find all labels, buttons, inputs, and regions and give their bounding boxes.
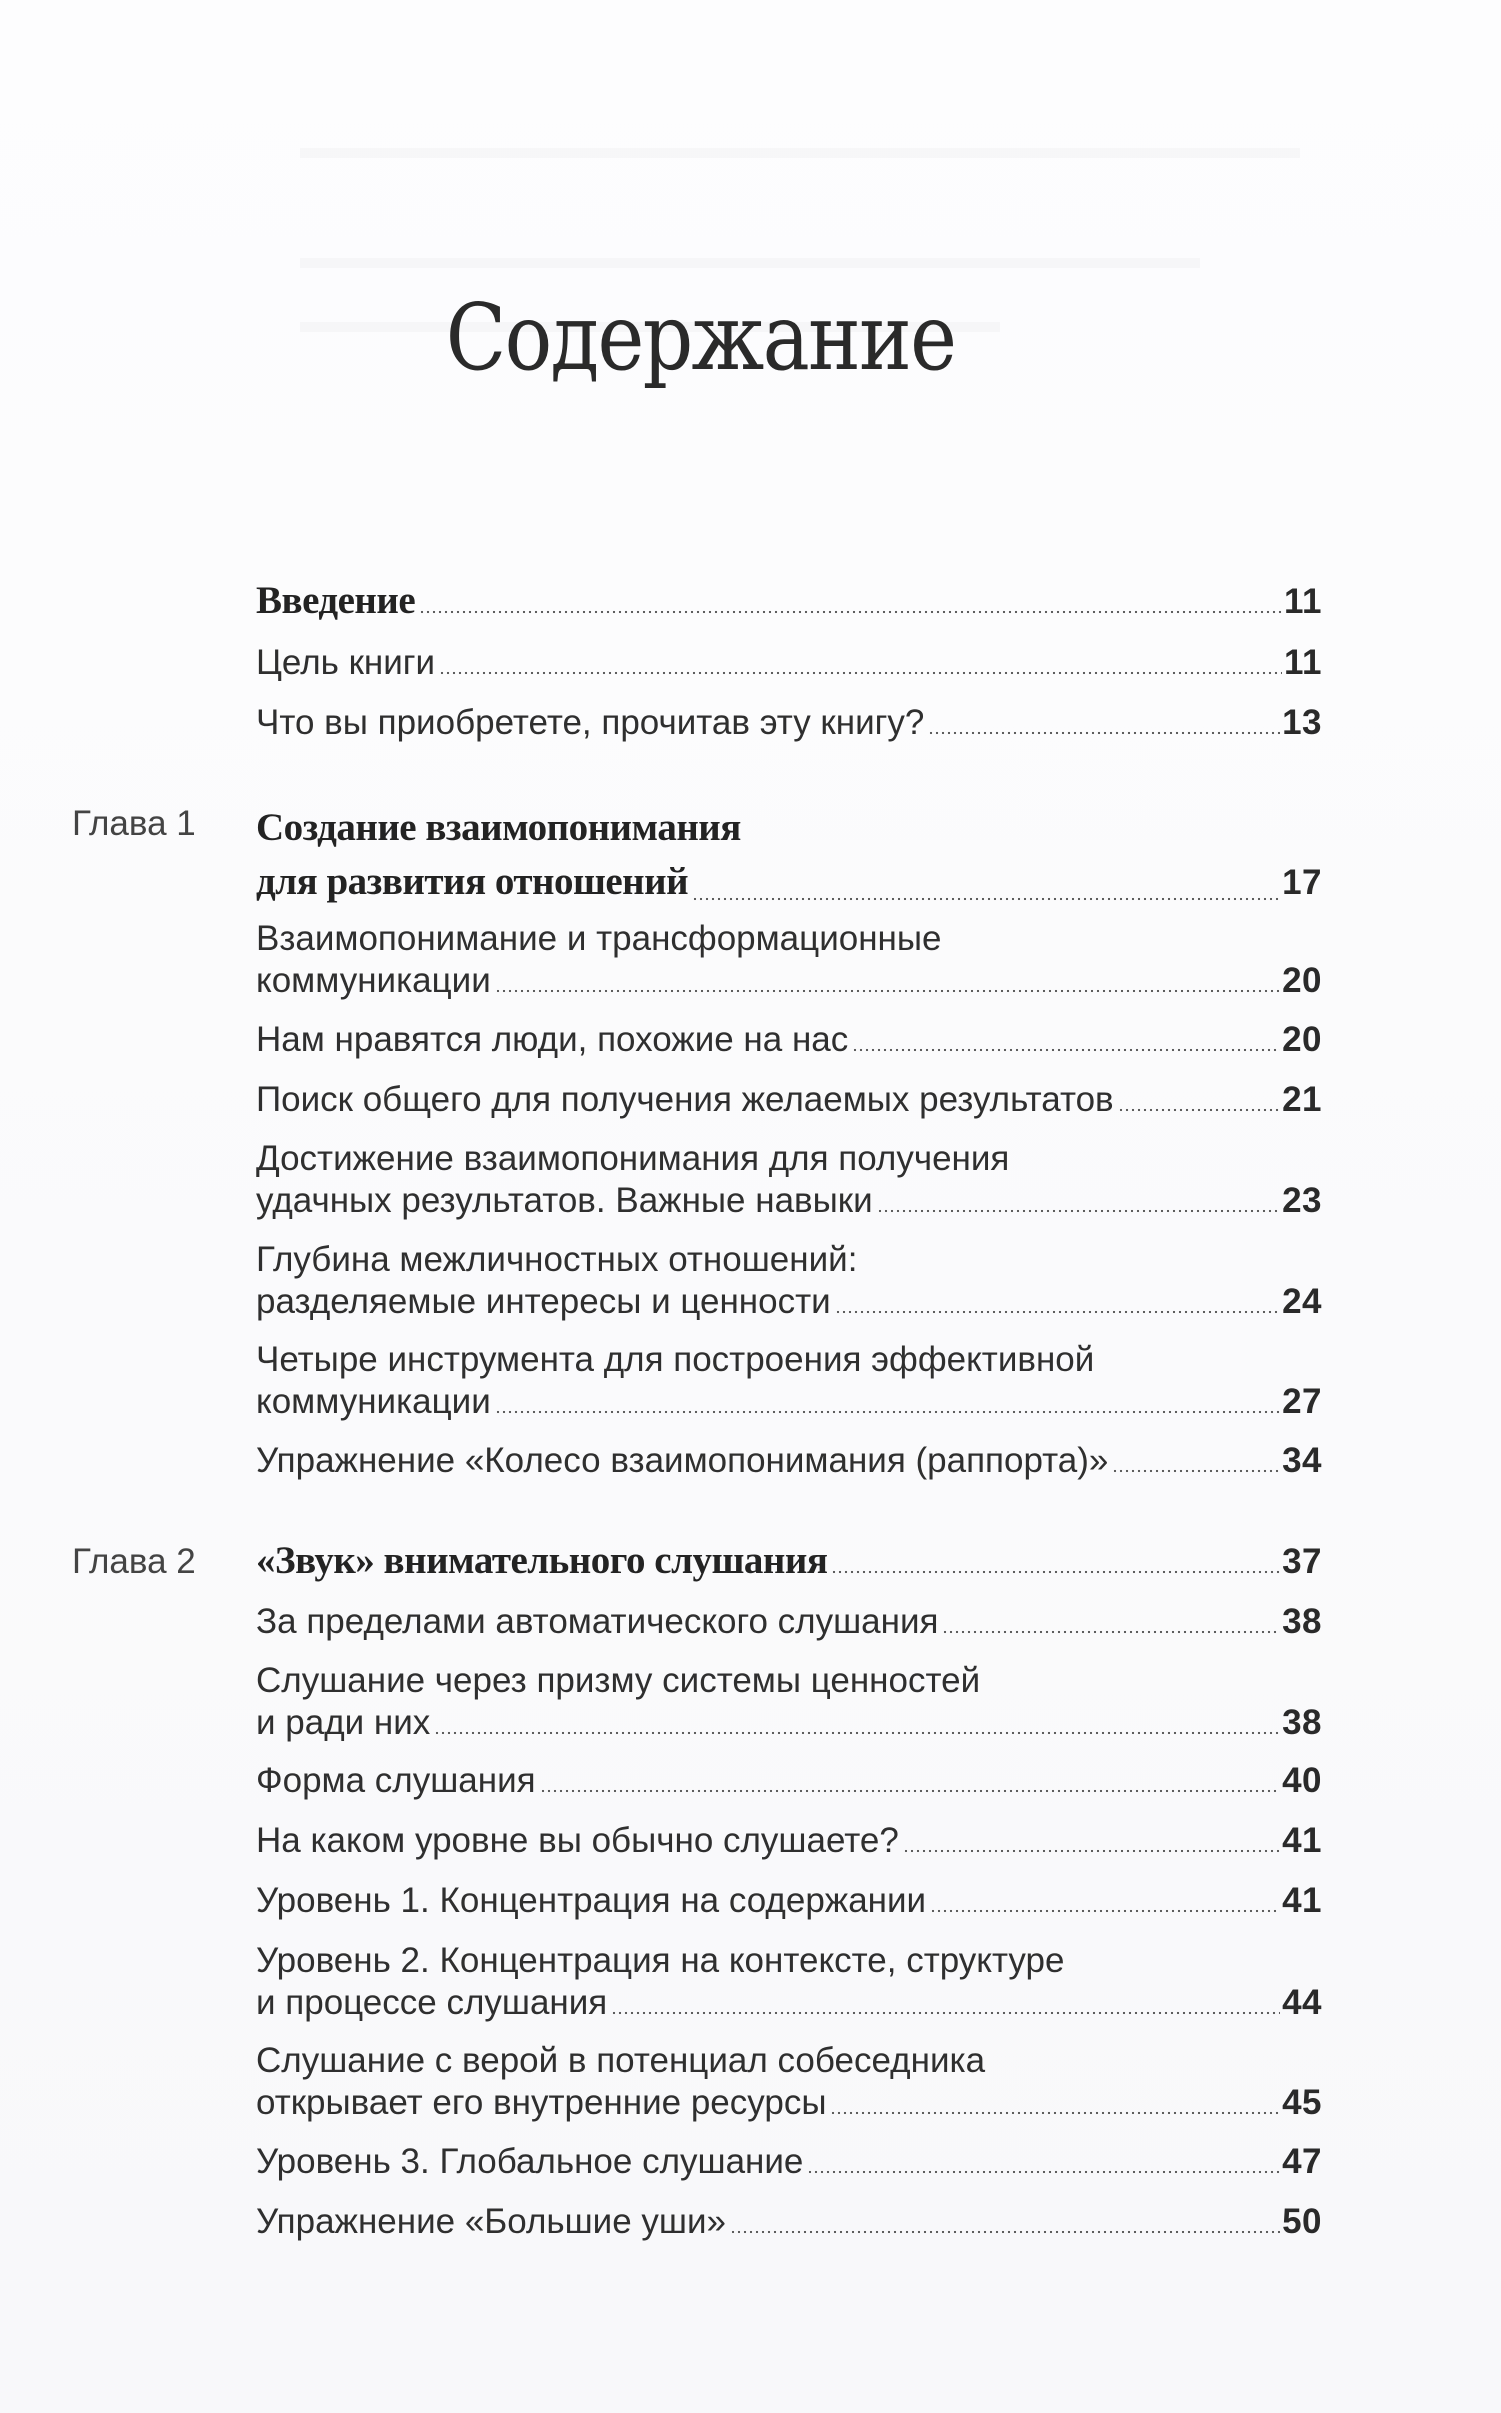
leader-dots (495, 1410, 1280, 1414)
entry-title-line2: удачных результатов. Важные навыки (256, 1181, 873, 1220)
leader-dots (903, 1849, 1280, 1853)
toc-entry-chapter1[interactable] (256, 801, 1322, 910)
page-number: 40 (1282, 1761, 1322, 1800)
entry-title-line2: разделяемые интересы и ценности (256, 1282, 831, 1321)
leader-dots (930, 1909, 1280, 1913)
chapter-label: Глава 2 (72, 1542, 196, 1581)
leader-dots (877, 1209, 1280, 1213)
entry-title: Нам нравятся люди, похожие на нас (256, 1020, 849, 1059)
toc-entry[interactable] (256, 1880, 1322, 1922)
entry-title-line1: Четыре инструмента для построения эффективной (256, 1340, 1095, 1379)
toc-entry[interactable] (256, 1339, 1322, 1423)
entry-title-line1: Взаимопонимание и трансформационные (256, 919, 942, 958)
leader-dots (942, 1630, 1280, 1634)
page-number: 38 (1282, 1703, 1322, 1742)
page-number: 11 (1284, 582, 1322, 621)
toc-entry[interactable] (256, 1601, 1322, 1643)
page-number: 11 (1284, 643, 1322, 682)
toc-entry[interactable] (256, 642, 1322, 684)
entry-title-line2: коммуникации (256, 1382, 491, 1421)
leader-dots (928, 731, 1280, 735)
leader-dots (611, 2011, 1280, 2015)
toc-entry[interactable] (256, 1760, 1322, 1802)
leader-dots (807, 2170, 1280, 2174)
toc-entry[interactable] (256, 2040, 1322, 2124)
toc-entry[interactable] (256, 1019, 1322, 1061)
leader-dots (692, 897, 1280, 901)
entry-title: Введение (256, 579, 416, 622)
entry-title: Поиск общего для получения желаемых результатов (256, 1080, 1114, 1119)
page-number: 34 (1282, 1441, 1322, 1480)
entry-title: Что вы приобретете, прочитав эту книгу? (256, 703, 925, 742)
entry-title-line2: и ради них (256, 1703, 431, 1742)
leader-dots (835, 1310, 1280, 1314)
toc-entry[interactable] (256, 1940, 1322, 2024)
page-number: 47 (1282, 2142, 1322, 2181)
bleed-through (300, 148, 1300, 158)
toc-entry-chapter2[interactable] (256, 1540, 1322, 1583)
toc-entry[interactable] (256, 1440, 1322, 1482)
entry-title: На каком уровне вы обычно слушаете? (256, 1821, 899, 1860)
entry-title: «Звук» внимательного слушания (256, 1539, 828, 1582)
page-number: 38 (1282, 1602, 1322, 1641)
toc-entry[interactable] (256, 1820, 1322, 1862)
leader-dots (1118, 1108, 1280, 1112)
entry-title-line2: для развития отношений (256, 860, 689, 903)
toc-entry[interactable] (256, 1239, 1322, 1323)
page-number: 13 (1282, 703, 1322, 742)
entry-title-line1: Глубина межличностных отношений: (256, 1240, 858, 1279)
toc-entry[interactable] (256, 2201, 1322, 2243)
page-number: 41 (1282, 1881, 1322, 1920)
toc-entry[interactable] (256, 1660, 1322, 1744)
leader-dots (439, 671, 1282, 675)
toc-entry-intro[interactable] (256, 580, 1322, 623)
chapter-label: Глава 1 (72, 804, 196, 843)
page-number: 17 (1282, 863, 1322, 902)
entry-title-line1: Слушание с верой в потенциал собеседника (256, 2041, 986, 2080)
page-number: 44 (1282, 1983, 1322, 2022)
toc-entry[interactable] (256, 918, 1322, 1002)
toc-entry[interactable] (256, 1079, 1322, 1121)
page-number: 45 (1282, 2083, 1322, 2122)
entry-title-line1: Слушание через призму системы ценностей (256, 1661, 981, 1700)
entry-title: За пределами автоматического слушания (256, 1602, 939, 1641)
page-number: 24 (1282, 1282, 1322, 1321)
toc-entry[interactable] (256, 2141, 1322, 2183)
leader-dots (831, 1570, 1280, 1574)
leader-dots (540, 1789, 1280, 1793)
page-title: Содержание (445, 283, 956, 391)
entry-title: Уровень 3. Глобальное слушание (256, 2142, 804, 2181)
entry-title: Упражнение «Большие уши» (256, 2202, 727, 2241)
entry-title: Упражнение «Колесо взаимопонимания (раппорта)» (256, 1441, 1109, 1480)
page-number: 37 (1282, 1542, 1322, 1581)
leader-dots (1112, 1469, 1280, 1473)
page-number: 23 (1282, 1181, 1322, 1220)
page-number: 20 (1282, 1020, 1322, 1059)
page-number: 21 (1282, 1080, 1322, 1119)
page-number: 20 (1282, 961, 1322, 1000)
leader-dots (419, 610, 1282, 614)
entry-title: Цель книги (256, 643, 436, 682)
leader-dots (495, 989, 1280, 993)
entry-title-line2: и процессе слушания (256, 1983, 608, 2022)
entry-title-line1: Уровень 2. Концентрация на контексте, структуре (256, 1941, 1065, 1980)
page-number: 41 (1282, 1821, 1322, 1860)
entry-title: Форма слушания (256, 1761, 536, 1800)
leader-dots (434, 1731, 1280, 1735)
page-number: 50 (1282, 2202, 1322, 2241)
leader-dots (852, 1048, 1280, 1052)
leader-dots (730, 2230, 1280, 2234)
entry-title-line2: открывает его внутренние ресурсы (256, 2083, 827, 2122)
entry-title-line2: коммуникации (256, 961, 491, 1000)
toc-entry[interactable] (256, 1138, 1322, 1222)
leader-dots (830, 2111, 1280, 2115)
page-number: 27 (1282, 1382, 1322, 1421)
bleed-through (300, 258, 1200, 268)
entry-title-line1: Достижение взаимопонимания для получения (256, 1139, 1010, 1178)
entry-title: Уровень 1. Концентрация на содержании (256, 1881, 927, 1920)
entry-title-line1: Создание взаимопонимания (256, 806, 741, 849)
toc-entry[interactable] (256, 702, 1322, 744)
